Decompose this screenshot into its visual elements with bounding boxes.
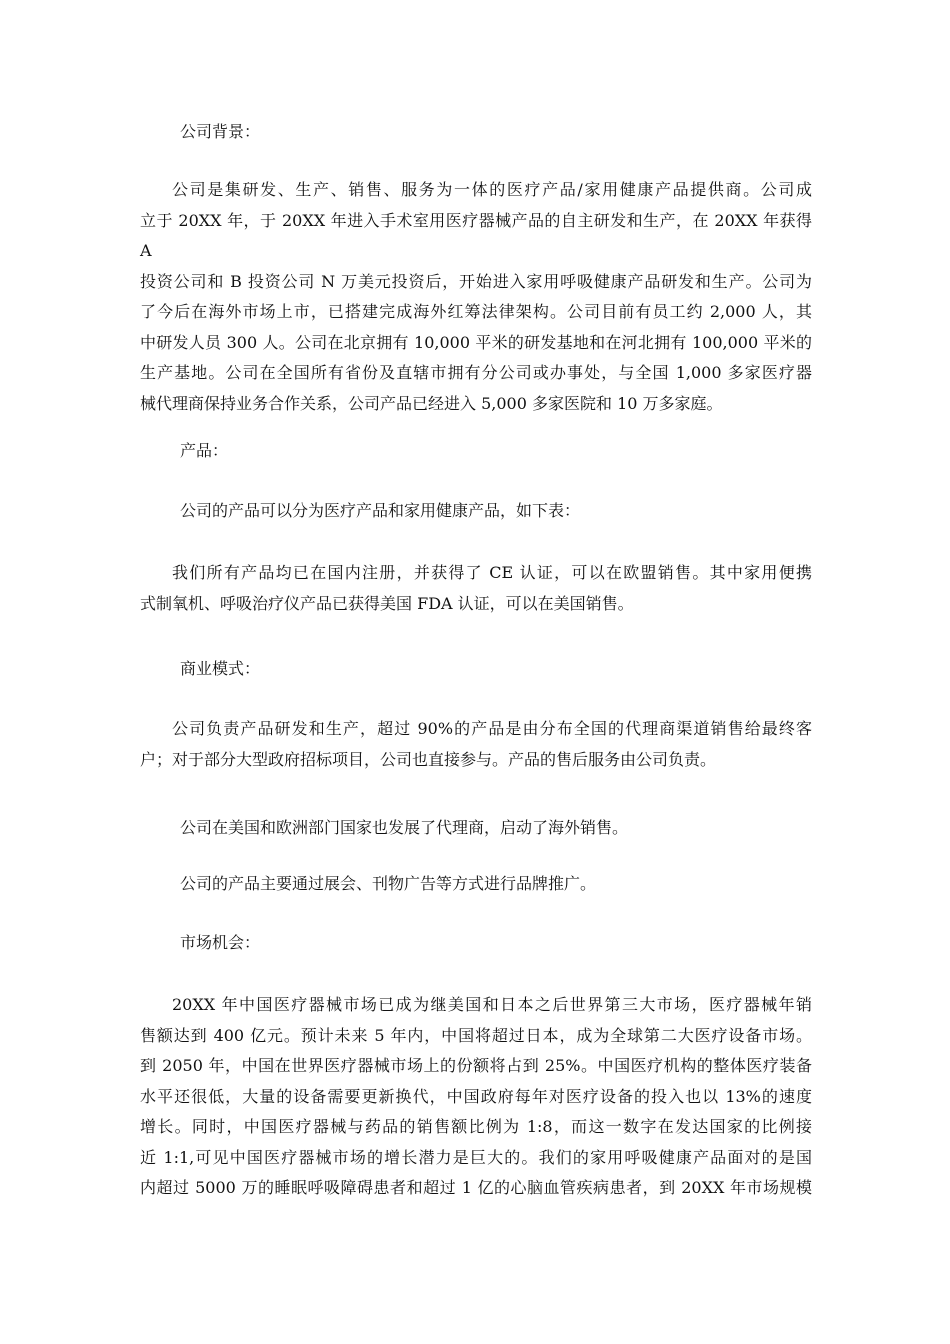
text-line: 械代理商保持业务合作关系，公司产品已经进入 5,000 多家医院和 10 万多家庭。 [140, 393, 723, 413]
text-line: 式制氧机、呼吸治疗仪产品已获得美国 FDA 认证，可以在美国销售。 [140, 593, 634, 613]
heading-company-background: 公司背景： [180, 122, 261, 141]
text-line: 增长。同时，中国医疗器械与药品的销售额比例为 1:8，而这一数字在发达国家的比例接 [140, 1117, 812, 1136]
text-line: 中研发人员 300 人。公司在北京拥有 10,000 平米的研发基地和在河北拥有 100,000 平米的 [140, 332, 812, 352]
heading-products: 产品： [180, 441, 229, 460]
text-line: 近 1:1,可见中国医疗器械市场的增长潜力是巨大的。我们的家用呼吸健康产品面对的是国 [140, 1147, 812, 1167]
text-line: 投资公司和 B 投资公司 N 万美元投资后，开始进入家用呼吸健康产品研发和生产。公司为 [140, 271, 812, 291]
text-line: 20XX 年中国医疗器械市场已成为继美国和日本之后世界第三大市场，医疗器械年销 [172, 995, 812, 1014]
paragraph-products-certification [140, 558, 812, 619]
text-line: 了今后在海外市场上市，已搭建完成海外红筹法律架构。公司目前有员工约 2,000 人，其 [140, 302, 812, 321]
paragraph-market-opportunity [140, 990, 812, 1204]
text-line: 户；对于部分大型政府招标项目，公司也直接参与。产品的售后服务由公司负责。 [140, 749, 717, 769]
text-line: 我们所有产品均已在国内注册，并获得了 CE 认证，可以在欧盟销售。其中家用便携 [172, 563, 812, 582]
paragraph-business-model [140, 714, 812, 775]
paragraph-products-intro: 公司的产品可以分为医疗产品和家用健康产品，如下表： [180, 501, 581, 520]
text-line: 公司是集研发、生产、销售、服务为一体的医疗产品/家用健康产品提供商。公司成 [172, 180, 812, 199]
text-line: 水平还很低，大量的设备需要更新换代，中国政府每年对医疗设备的投入也以 13%的速度 [140, 1086, 812, 1106]
text-line: 售额达到 400 亿元。预计未来 5 年内，中国将超过日本，成为全球第二大医疗设备市场。 [140, 1025, 812, 1045]
text-line: 内超过 5000 万的睡眠呼吸障碍患者和超过 1 亿的心脑血管疾病患者，到 20XX 年市场规模 [140, 1178, 812, 1197]
text-line: 到 2050 年，中国在世界医疗器械市场上的份额将占到 25%。中国医疗机构的整体医疗装备 [140, 1056, 812, 1075]
heading-market-opportunity: 市场机会： [180, 933, 261, 952]
paragraph-brand-promotion: 公司的产品主要通过展会、刊物广告等方式进行品牌推广。 [180, 874, 597, 893]
paragraph-company-background [140, 175, 812, 419]
text-line: 生产基地。公司在全国所有省份及直辖市拥有分公司或办事处，与全国 1,000 多家医疗器 [140, 363, 812, 382]
paragraph-overseas-sales: 公司在美国和欧洲部门国家也发展了代理商，启动了海外销售。 [180, 818, 629, 837]
text-line: 立于 20XX 年，于 20XX 年进入手术室用医疗器械产品的自主研发和生产，在 20XX 年获得 A [140, 210, 812, 260]
heading-business-model: 商业模式： [180, 659, 261, 678]
text-line: 公司负责产品研发和生产，超过 90%的产品是由分布全国的代理商渠道销售给最终客 [172, 719, 812, 738]
